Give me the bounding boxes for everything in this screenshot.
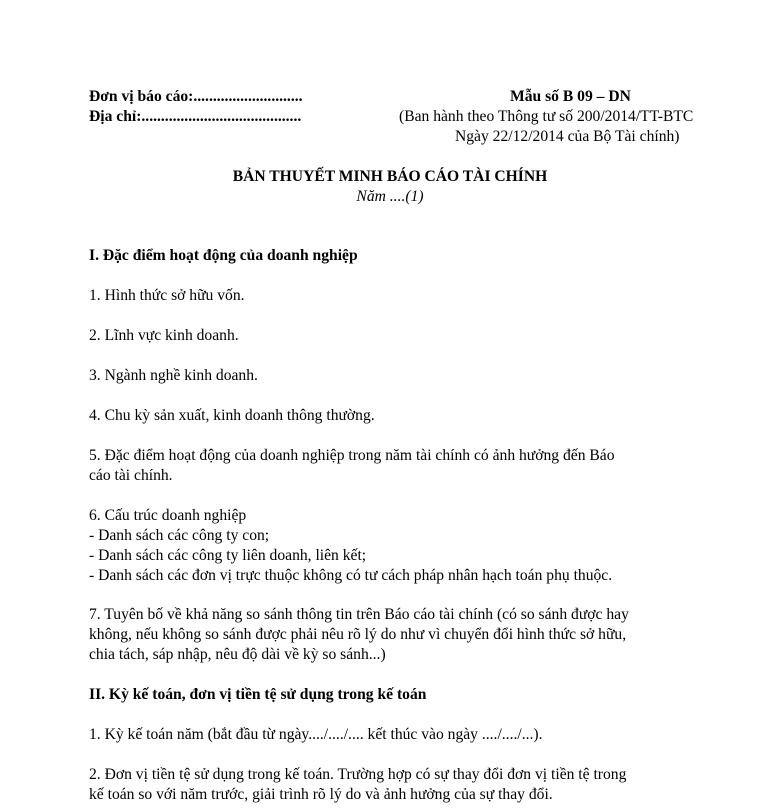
section-2-item-2-line-2: kế toán so với năm trước, giải trình rõ lý do và ảnh hưởng của sự thay đổi. bbox=[89, 786, 553, 803]
address-label: Địa chỉ:......................................... bbox=[89, 108, 302, 125]
section-1-item-6-sub-3: - Danh sách các đơn vị trực thuộc không có tư cách pháp nhân hạch toán phụ thuộc. bbox=[89, 567, 613, 584]
section-1-item-7-line-2: không, nếu không so sánh được phải nêu rõ lý do như vì chuyển đổi hình thức sở hữu, bbox=[89, 626, 627, 643]
form-number: Mẫu số B 09 – DN bbox=[510, 88, 631, 105]
section-2-item-2-line-1: 2. Đơn vị tiền tệ sử dụng trong kế toán. Trường hợp có sự thay đổi đơn vị tiền tệ trong bbox=[89, 766, 627, 783]
section-1-item-5-line-2: cáo tài chính. bbox=[89, 467, 173, 484]
section-1-item-2: 2. Lĩnh vực kinh doanh. bbox=[89, 327, 239, 344]
section-1-item-5-line-1: 5. Đặc điểm hoạt động của doanh nghiệp trong năm tài chính có ảnh hưởng đến Báo bbox=[89, 447, 615, 464]
section-1-item-7-line-3: chia tách, sáp nhập, nêu độ dài về kỳ so sánh...) bbox=[89, 646, 386, 663]
section-1-item-6-sub-2: - Danh sách các công ty liên doanh, liên kết; bbox=[89, 547, 367, 564]
issued-by-line-1: (Ban hành theo Thông tư số 200/2014/TT-BTC bbox=[399, 108, 694, 125]
document-year: Năm ....(1) bbox=[356, 188, 424, 205]
section-1-heading: I. Đặc điểm hoạt động của doanh nghiệp bbox=[89, 247, 358, 264]
section-1-item-4: 4. Chu kỳ sản xuất, kinh doanh thông thường. bbox=[89, 407, 375, 424]
section-1-item-7-line-1: 7. Tuyên bố về khả năng so sánh thông tin trên Báo cáo tài chính (có so sánh được hay bbox=[89, 606, 629, 623]
section-1-item-6-title: 6. Cấu trúc doanh nghiệp bbox=[89, 507, 247, 524]
issued-by-line-2: Ngày 22/12/2014 của Bộ Tài chính) bbox=[455, 128, 680, 145]
section-1-item-6-sub-1: - Danh sách các công ty con; bbox=[89, 527, 270, 544]
section-1-item-1: 1. Hình thức sở hữu vốn. bbox=[89, 287, 245, 304]
section-2-heading: II. Kỳ kế toán, đơn vị tiền tệ sử dụng trong kế toán bbox=[89, 686, 427, 703]
document-title: BẢN THUYẾT MINH BÁO CÁO TÀI CHÍNH bbox=[232, 168, 548, 185]
reporting-unit-label: Đơn vị báo cáo:............................ bbox=[89, 88, 303, 105]
section-1-item-3: 3. Ngành nghề kinh doanh. bbox=[89, 367, 258, 384]
section-2-item-1: 1. Kỳ kế toán năm (bắt đầu từ ngày..../..../.... kết thúc vào ngày ..../..../...). bbox=[89, 726, 543, 743]
